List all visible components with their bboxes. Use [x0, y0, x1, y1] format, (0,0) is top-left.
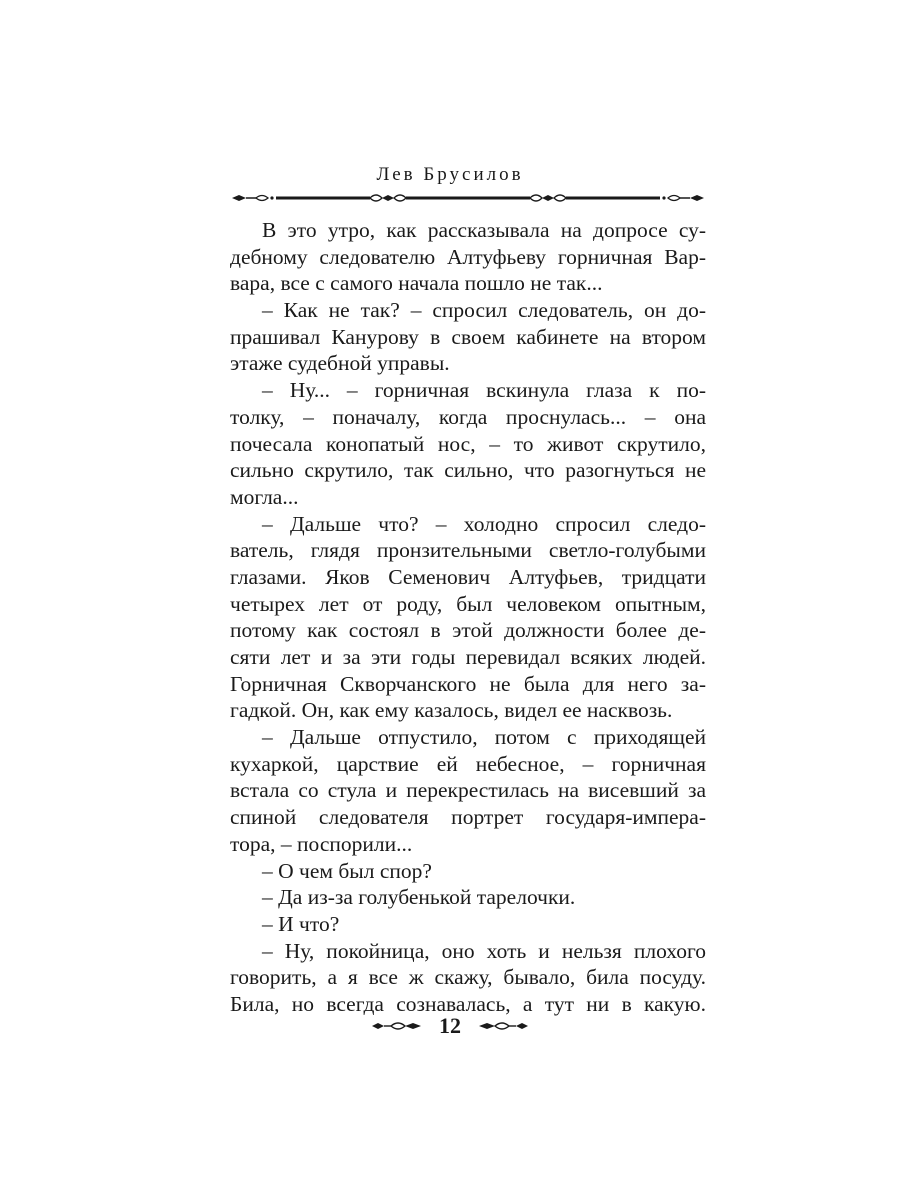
text-line: – Ну... – горничная вскинула глаза к по- [262, 378, 706, 403]
page-footer [0, 1014, 900, 1038]
text-line: тора, – поспорили... [230, 831, 413, 856]
text-line: дебному следователю Алтуфьеву горничная Вар- [230, 244, 706, 269]
text-line: почесала конопатый нос, – то живот скрутило, [230, 431, 706, 456]
text-line: прашивал Канурову в своем кабинете на втором [230, 324, 706, 349]
text-line: Била, но всегда сознавалась, а тут ни в какую. [230, 991, 706, 1016]
text-line: спиной следователя портрет государя-импера- [230, 805, 706, 830]
text-line: гадкой. Он, как ему казалось, видел ее насквозь. [230, 698, 673, 723]
folio-ornament-right-icon [477, 1018, 529, 1034]
text-line: – Да из-за голубенькой тарелочки. [262, 885, 576, 910]
text-line: сильно скрутило, так сильно, что разогнуться не [230, 458, 706, 483]
text-line: глазами. Яков Семенович Алтуфьев, тридцати [230, 564, 706, 589]
text-line: вара, все с самого начала пошло не так... [230, 271, 603, 296]
running-head: Лев Брусилов [376, 164, 524, 185]
text-line: потому как состоял в этой должности более де- [230, 618, 706, 643]
text-line: В это утро, как рассказывала на допросе су- [262, 218, 706, 242]
ornament-divider [230, 188, 706, 208]
body-text [230, 217, 706, 1018]
page-number: 12 [439, 1013, 461, 1038]
text-line: четырех лет от роду, был человеком опытным, [230, 591, 706, 616]
text-line: могла... [230, 484, 299, 509]
text-line: – И что? [262, 911, 340, 936]
text-line: сяти лет и за эти годы перевидал всяких людей. [230, 645, 706, 669]
text-line: толку, – поначалу, когда проснулась... – она [230, 404, 706, 429]
text-line: ватель, глядя пронзительными светло-голубыми [230, 538, 706, 563]
folio-ornament-left-icon [371, 1018, 423, 1034]
text-line: – Как не так? – спросил следователь, он до- [262, 298, 706, 323]
text-line: этаже судебной управы. [230, 351, 450, 376]
text-line: – Ну, покойница, оно хоть и нельзя плохого [262, 938, 706, 963]
text-line: кухаркой, царствие ей небесное, – горничная [230, 751, 706, 776]
text-line: говорить, а я все ж скажу, бывало, била посуду. [230, 965, 706, 990]
text-line: – О чем был спор? [262, 858, 432, 883]
text-line: – Дальше что? – холодно спросил следо- [262, 511, 706, 536]
text-line: встала со стула и перекрестилась на висевший за [230, 778, 706, 803]
text-line: – Дальше отпустило, потом с приходящей [262, 725, 706, 750]
text-line: Горничная Скворчанского не была для него за- [230, 671, 706, 696]
